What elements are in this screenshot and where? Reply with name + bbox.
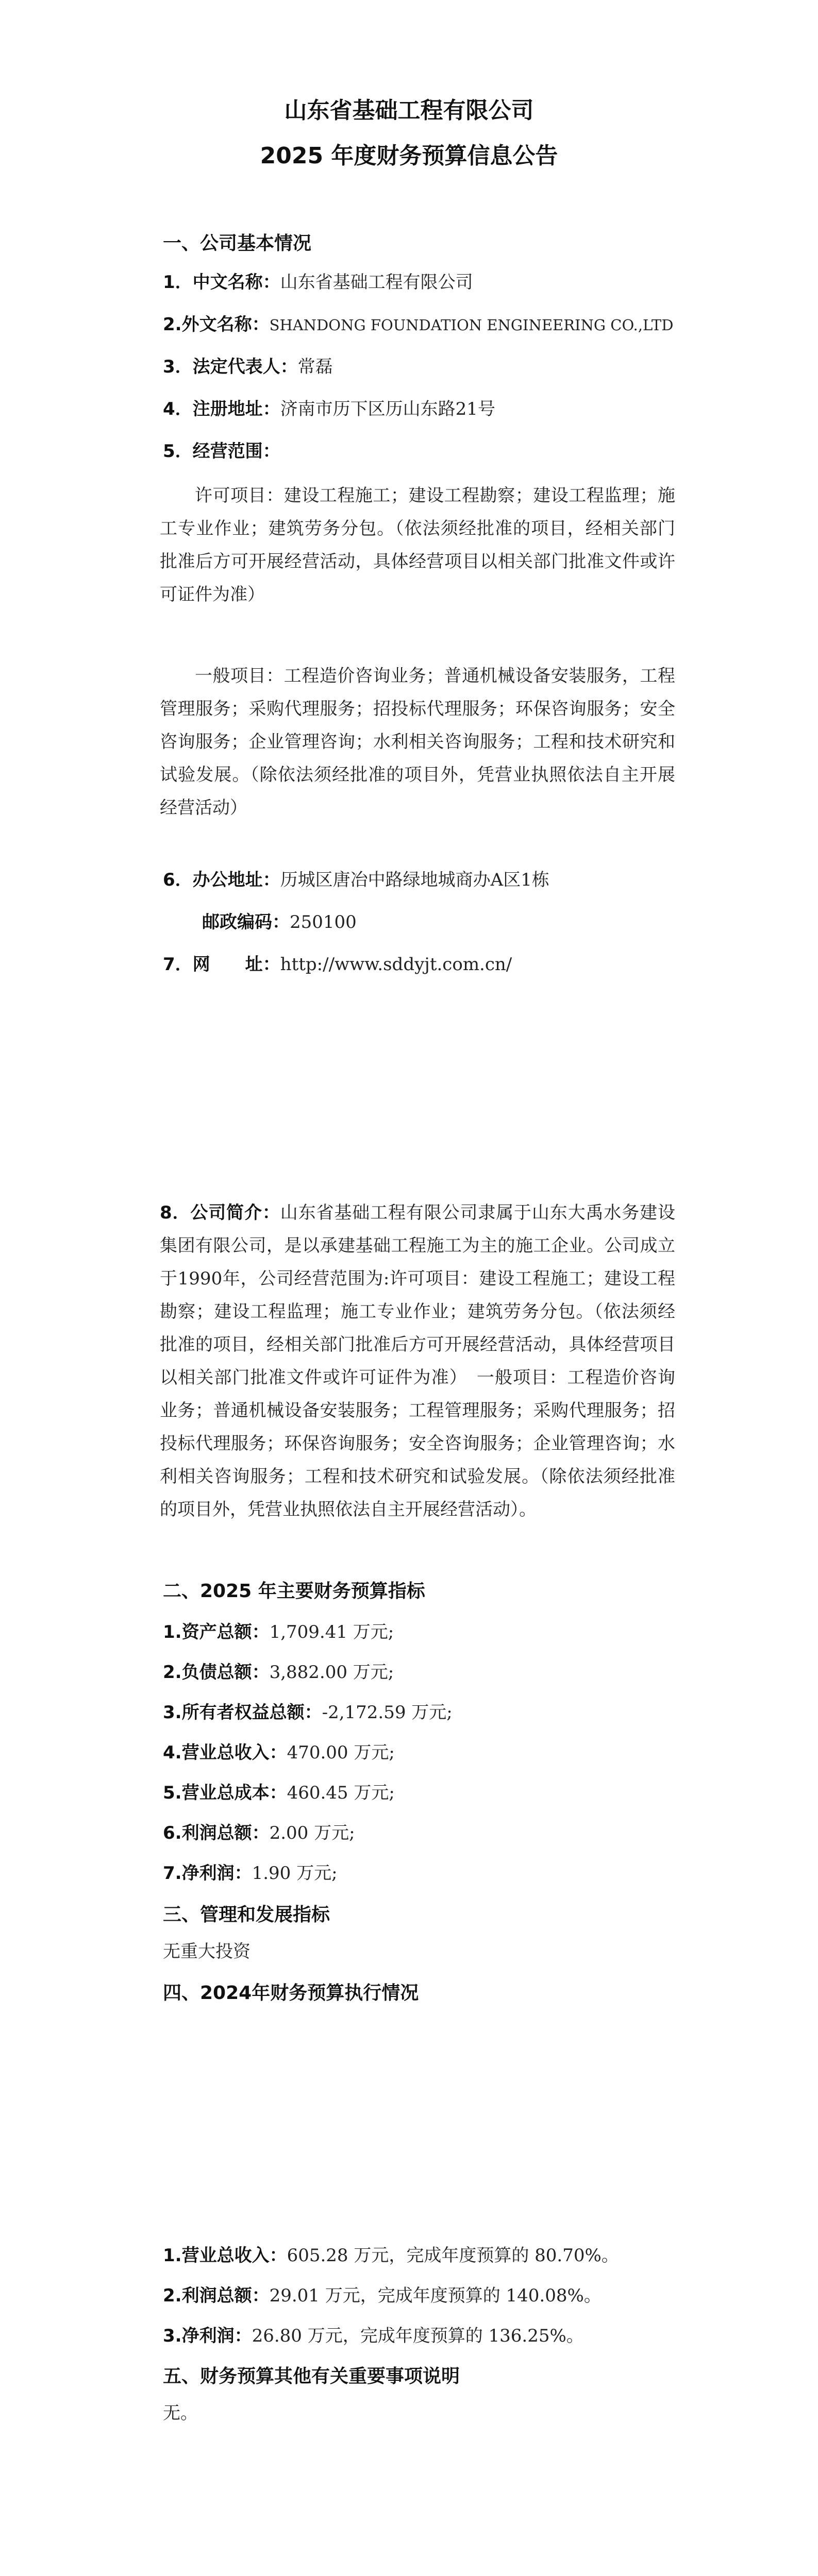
section2-heading: 二、2025 年主要财务预算指标 (163, 1581, 425, 1602)
exec-net-profit-label: 3.净利润： (163, 2326, 252, 2346)
legal-rep-value: 常磊 (297, 357, 333, 377)
operating-cost-label: 5.营业总成本： (163, 1783, 287, 1803)
legal-rep-row (163, 352, 333, 378)
operating-revenue-value: 470.00 万元; (287, 1742, 395, 1763)
postcode-label: 邮政编码： (202, 912, 290, 933)
doc-title-line2: 2025 年度财务预算信息公告 (260, 143, 558, 169)
office-address-value: 历城区唐冶中路绿地城商办A区1栋 (280, 870, 549, 890)
section5-heading: 五、财务预算其他有关重要事项说明 (163, 2366, 460, 2387)
execution-row (163, 2281, 602, 2307)
section3-heading: 三、管理和发展指标 (163, 1904, 330, 1925)
exec-revenue-value: 605.28 万元，完成年度预算的 80.70%。 (287, 2245, 619, 2266)
net-profit-label: 7.净利润： (163, 1863, 252, 1884)
execution-row (163, 2321, 584, 2347)
owners-equity-value: -2,172.59 万元; (322, 1702, 453, 1723)
business-scope-para1: 许可项目：建设工程施工；建设工程勘察；建设工程监理；施工专业作业；建筑劳务分包。（依法须经批准的项目，经相关部门批准后方可开展经营活动，具体经营项目以相关部门批准文件或许可证件为准） (160, 485, 675, 605)
chinese-name-value: 山东省基础工程有限公司 (280, 272, 473, 293)
section4-heading: 四、2024年财务预算执行情况 (163, 1982, 419, 2004)
section1-heading: 一、公司基本情况 (163, 233, 312, 254)
chinese-name-row (163, 268, 473, 293)
registered-address-label: 4．注册地址： (163, 399, 280, 419)
owners-equity-label: 3.所有者权益总额： (163, 1702, 322, 1723)
postcode-value: 250100 (290, 912, 357, 933)
company-intro (160, 1196, 675, 1526)
english-name-label: 2.外文名称： (163, 314, 270, 335)
budget-row (163, 1738, 395, 1764)
business-scope-label: 5．经营范围： (163, 441, 280, 462)
postcode-row (202, 908, 357, 933)
doc-title-line1: 山东省基础工程有限公司 (284, 97, 534, 124)
registered-address-value: 济南市历下区历山东路21号 (280, 399, 495, 419)
business-scope-row (163, 437, 280, 462)
operating-revenue-label: 4.营业总收入： (163, 1742, 287, 1763)
chinese-name-label: 1．中文名称： (163, 272, 280, 293)
budget-row (163, 1658, 394, 1683)
operating-cost-value: 460.45 万元; (287, 1783, 395, 1803)
budget-row (163, 1859, 338, 1884)
exec-revenue-label: 1.营业总收入： (163, 2245, 287, 2266)
section3-text: 无重大投资 (163, 1941, 251, 1962)
total-profit-value: 2.00 万元; (269, 1823, 355, 1843)
english-name-row (163, 310, 673, 335)
section5-text: 无。 (163, 2403, 198, 2424)
english-name-value: SHANDONG FOUNDATION ENGINEERING CO.,LTD (269, 316, 674, 334)
exec-profit-value: 29.01 万元，完成年度预算的 140.08%。 (269, 2285, 602, 2306)
office-address-label: 6．办公地址： (163, 870, 280, 890)
net-profit-value: 1.90 万元; (252, 1863, 338, 1884)
registered-address-row (163, 395, 495, 420)
business-scope-para2: 一般项目：工程造价咨询业务；普通机械设备安装服务，工程管理服务；采购代理服务；招投标代理服务；环保咨询服务；安全咨询服务；企业管理咨询；水利相关咨询服务；工程和技术研究和试验发展。（除依法须经批准的项目外，凭营业执照依法自主开展经营活动） (160, 666, 675, 818)
company-intro-text: 山东省基础工程有限公司隶属于山东大禹水务建设集团有限公司，是以承建基础工程施工为主的施工企业。公司成立于1990年，公司经营范围为:许可项目：建设工程施工；建设工程勘察；建设工程监理；施工专业作业；建筑劳务分包。（依法须经批准的项目，经相关部门批准后方可开展经营活动，具体经营项目以相关部门批准文件或许可证件为准） 一般项目：工程造价咨询业务；普通机械设备安装服务；工程管理服务；采购代理服务；招投标代理服务；环保咨询服务；安全咨询服务；企业管理咨询；水利相关咨询服务；工程和技术研究和试验发展。（除依法须经批准的项目外，凭营业执照依法自主开展经营活动）。 (160, 1202, 675, 1520)
company-intro-label: 8．公司简介： (160, 1202, 280, 1223)
office-address-row (163, 866, 549, 891)
budget-row (163, 1698, 453, 1723)
budget-row (163, 1819, 355, 1844)
total-liabilities-label: 2.负债总额： (163, 1662, 270, 1683)
execution-row (163, 2241, 619, 2266)
total-profit-label: 6.利润总额： (163, 1823, 270, 1843)
website-label: 7．网 址： (163, 954, 280, 975)
legal-rep-label: 3．法定代表人： (163, 357, 298, 377)
total-assets-label: 1.资产总额： (163, 1622, 270, 1642)
website-row (163, 950, 512, 975)
exec-profit-label: 2.利润总额： (163, 2285, 270, 2306)
budget-row (163, 1618, 394, 1643)
total-assets-value: 1,709.41 万元; (269, 1622, 394, 1642)
budget-row (163, 1778, 395, 1804)
exec-net-profit-value: 26.80 万元，完成年度预算的 136.25%。 (252, 2326, 584, 2346)
website-value: http://www.sddyjt.com.cn/ (280, 954, 512, 975)
total-liabilities-value: 3,882.00 万元; (269, 1662, 394, 1683)
